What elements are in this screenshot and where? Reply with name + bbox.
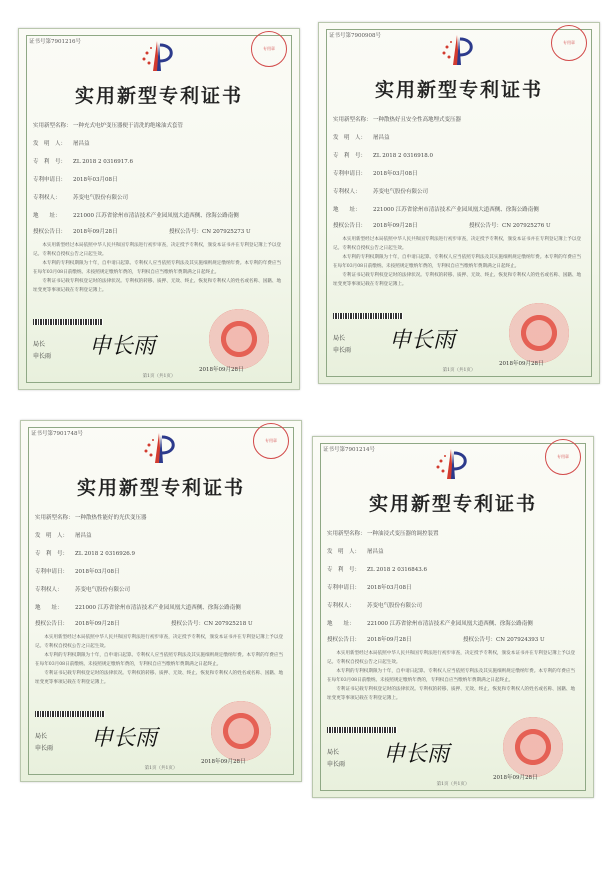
field-value: ZL 2018 2 0316918.0 (373, 153, 433, 159)
field-value: CN 207925276 U (502, 223, 551, 229)
field-label: 专利权人： (327, 603, 355, 609)
field-label: 专 利 号： (35, 551, 69, 557)
paragraph: 本实用新型经过本局依照中华人民共和国专利法进行初步审查，决定授予专利权，颁发本证书并在专利登记簿上予以登记。专利权自授权公告之日起生效。 (333, 237, 582, 251)
field-filing-date (333, 169, 418, 177)
stamp-seal-icon: 专用章 (251, 31, 287, 67)
page-footer: 第1页（共1页） (436, 782, 470, 787)
field-value: 2018年03月08日 (373, 171, 418, 177)
barcode (35, 711, 105, 717)
page-footer: 第1页（共1页） (442, 368, 476, 373)
field-label: 专 利 号： (327, 567, 361, 573)
field-owner (333, 187, 428, 195)
field-label: 专利申请日： (327, 585, 361, 591)
certificate-number: 证书号第7901216号 (29, 39, 81, 45)
field-value: 屠昌益 (373, 135, 390, 141)
certificate-title: 实用新型专利证书 (374, 79, 543, 101)
paragraph: 本实用新型经过本局依照中华人民共和国专利法进行初步审查，决定授予专利权，颁发本证书并在专利登记簿上予以登记。专利权自授权公告之日起生效。 (33, 243, 282, 257)
paragraph: 本专利的专利权期限为十年，自申请日起算。专利权人应当依照专利法及其实施细则规定缴纳年费。本专利的年费应当在每年03月08日前缴纳。未按照规定缴纳年费的，专利权自应当缴纳年费期满之日起终止。 (35, 653, 284, 667)
stamp-seal-icon: 专用章 (253, 423, 289, 459)
field-label: 地 址： (333, 207, 361, 213)
field-label: 地 址： (327, 621, 355, 627)
field-value: 屠昌益 (75, 533, 92, 539)
field-value: 221000 江苏省徐州市清洁技术产业园凤凰大道西侧、徐海公路南侧 (73, 213, 239, 219)
barcode (327, 727, 397, 733)
field-label: 实用新型名称： (327, 531, 366, 537)
field-grant-date (35, 619, 120, 627)
official-seal-icon (509, 303, 569, 363)
director-signature: 申长雨 (89, 334, 156, 359)
certificate-number: 证书号第7901214号 (323, 447, 375, 453)
field-label: 实用新型名称： (333, 117, 372, 123)
seal-date: 2018年09月28日 (199, 367, 244, 373)
field-label: 实用新型名称： (33, 123, 72, 129)
director-title: 局长 (35, 733, 48, 740)
field-inventor (333, 133, 390, 141)
seal-date: 2018年09月28日 (499, 361, 544, 367)
field-label: 发 明 人： (333, 135, 367, 141)
field-filing-date (33, 175, 118, 183)
field-name (333, 115, 461, 123)
field-value: 2018年09月28日 (75, 621, 120, 627)
field-label: 授权公告号： (171, 621, 205, 627)
certificate-body (333, 235, 585, 289)
certificate-title: 实用新型专利证书 (368, 493, 537, 515)
field-grant-no (463, 635, 545, 643)
director-signature: 申长雨 (383, 742, 450, 767)
certificate-number: 证书号第7900908号 (329, 33, 381, 39)
patent-certificate (318, 22, 600, 384)
field-value: ZL 2018 2 0316926.9 (75, 551, 135, 557)
director-label (327, 747, 345, 771)
paragraph: 专利证书记载专利权登记时的法律状况。专利权的转移、质押、无效、终止、恢复和专利权人的姓名或名称、国籍、地址变更等事项记载在专利登记簿上。 (333, 273, 582, 287)
paragraph: 本专利的专利权期限为十年，自申请日起算。专利权人应当依照专利法及其实施细则规定缴纳年费。本专利的年费应当在每年03月08日前缴纳。未按照规定缴纳年费的，专利权自应当缴纳年费期满之日起终止。 (327, 669, 576, 683)
director-signature: 申长雨 (91, 726, 158, 751)
field-value: 一种油浸式变压器的调控装置 (367, 531, 439, 537)
field-label: 专利申请日： (33, 177, 67, 183)
field-value: 苏变电气股份有限公司 (373, 189, 429, 195)
certificate-body (33, 241, 285, 295)
certificate-number: 证书号第7901748号 (31, 431, 83, 437)
paragraph: 专利证书记载专利权登记时的法律状况。专利权的转移、质押、无效、终止、恢复和专利权人的姓名或名称、国籍、地址变更等事项记载在专利登记簿上。 (33, 279, 282, 293)
field-label: 发 明 人： (33, 141, 67, 147)
patent-office-logo-icon (437, 33, 477, 67)
field-value: 屠昌益 (73, 141, 90, 147)
certificate-body (327, 649, 579, 703)
field-grant-no (171, 619, 253, 627)
field-label: 地 址： (33, 213, 61, 219)
patent-certificate (18, 28, 300, 390)
director-label (33, 339, 51, 363)
paragraph: 本专利的专利权期限为十年，自申请日起算。专利权人应当依照专利法及其实施细则规定缴纳年费。本专利的年费应当在每年03月08日前缴纳。未按照规定缴纳年费的，专利权自应当缴纳年费期满之日起终止。 (33, 261, 282, 275)
field-value: CN 207925273 U (202, 229, 251, 235)
field-name (327, 529, 439, 537)
director-label (333, 333, 351, 357)
field-label: 授权公告日： (333, 223, 367, 229)
director-title: 局长 (333, 335, 346, 342)
patent-office-logo-icon (431, 447, 471, 481)
field-label: 专利权人： (333, 189, 361, 195)
field-value: 221000 江苏省徐州市清洁技术产业园凤凰大道西侧、徐海公路南侧 (75, 605, 241, 611)
field-value: 2018年09月28日 (367, 637, 412, 643)
field-label: 授权公告日： (35, 621, 69, 627)
official-seal-icon (209, 309, 269, 369)
field-inventor (35, 531, 92, 539)
field-value: 2018年09月28日 (373, 223, 418, 229)
field-value: 一种散热性能好的光伏变压器 (75, 515, 147, 521)
paragraph: 专利证书记载专利权登记时的法律状况。专利权的转移、质押、无效、终止、恢复和专利权人的姓名或名称、国籍、地址变更等事项记载在专利登记簿上。 (35, 671, 284, 685)
field-owner (35, 585, 130, 593)
stamp-seal-icon: 专用章 (545, 439, 581, 475)
barcode (33, 319, 103, 325)
field-inventor (327, 547, 384, 555)
field-value: CN 207925218 U (204, 621, 253, 627)
field-grant-date (327, 635, 412, 643)
field-grant-date (333, 221, 418, 229)
field-label: 授权公告日： (327, 637, 361, 643)
field-label: 专利权人： (33, 195, 61, 201)
field-address (33, 211, 239, 219)
field-owner (33, 193, 128, 201)
field-patent-no (33, 157, 133, 165)
director-title: 局长 (327, 749, 340, 756)
field-label: 专利申请日： (333, 171, 367, 177)
field-value: 2018年03月08日 (367, 585, 412, 591)
field-value: 苏变电气股份有限公司 (75, 587, 131, 593)
certificate-title: 实用新型专利证书 (74, 85, 243, 107)
seal-date: 2018年09月28日 (493, 775, 538, 781)
director-name: 申长雨 (35, 745, 54, 752)
certificate-title: 实用新型专利证书 (76, 477, 245, 499)
field-patent-no (35, 549, 135, 557)
director-name: 申长雨 (33, 353, 52, 360)
official-seal-icon (211, 701, 271, 761)
paragraph: 专利证书记载专利权登记时的法律状况。专利权的转移、质押、无效、终止、恢复和专利权人的姓名或名称、国籍、地址变更等事项记载在专利登记簿上。 (327, 687, 576, 701)
field-address (35, 603, 241, 611)
patent-certificate (20, 420, 302, 782)
field-grant-date (33, 227, 118, 235)
field-filing-date (327, 583, 412, 591)
field-label: 实用新型名称： (35, 515, 74, 521)
official-seal-icon (503, 717, 563, 777)
field-label: 授权公告号： (469, 223, 503, 229)
director-label (35, 731, 53, 755)
field-label: 专 利 号： (33, 159, 67, 165)
field-value: 苏变电气股份有限公司 (73, 195, 129, 201)
page-footer: 第1页（共1页） (144, 766, 178, 771)
certificate-body (35, 633, 287, 687)
field-patent-no (327, 565, 427, 573)
patent-certificate (312, 436, 594, 798)
field-value: 221000 江苏省徐州市清洁技术产业园凤凰大道西侧、徐海公路南侧 (367, 621, 533, 627)
field-label: 发 明 人： (327, 549, 361, 555)
field-value: CN 207924393 U (496, 637, 545, 643)
field-patent-no (333, 151, 433, 159)
director-name: 申长雨 (333, 347, 352, 354)
field-filing-date (35, 567, 120, 575)
patent-office-logo-icon (137, 39, 177, 73)
field-value: 2018年03月08日 (75, 569, 120, 575)
field-label: 授权公告号： (463, 637, 497, 643)
field-value: ZL 2018 2 0316843.6 (367, 567, 427, 573)
field-value: 屠昌益 (367, 549, 384, 555)
paragraph: 本实用新型经过本局依照中华人民共和国专利法进行初步审查，决定授予专利权，颁发本证书并在专利登记簿上予以登记。专利权自授权公告之日起生效。 (35, 635, 284, 649)
field-address (333, 205, 539, 213)
field-inventor (33, 139, 90, 147)
field-value: 221000 江苏省徐州市清洁技术产业园凤凰大道西侧、徐海公路南侧 (373, 207, 539, 213)
paragraph: 本专利的专利权期限为十年，自申请日起算。专利权人应当依照专利法及其实施细则规定缴纳年费。本专利的年费应当在每年03月08日前缴纳。未按照规定缴纳年费的，专利权自应当缴纳年费期满之日起终止。 (333, 255, 582, 269)
page-footer: 第1页（共1页） (142, 374, 176, 379)
field-name (33, 121, 183, 129)
field-value: 苏变电气股份有限公司 (367, 603, 423, 609)
patent-office-logo-icon (139, 431, 179, 465)
director-name: 申长雨 (327, 761, 346, 768)
field-value: 一种散热好且安全性高地埋式变压器 (373, 117, 462, 123)
field-label: 专 利 号： (333, 153, 367, 159)
director-title: 局长 (33, 341, 46, 348)
field-label: 地 址： (35, 605, 63, 611)
seal-date: 2018年09月28日 (201, 759, 246, 765)
barcode (333, 313, 403, 319)
field-value: ZL 2018 2 0316917.6 (73, 159, 133, 165)
field-label: 专利权人： (35, 587, 63, 593)
field-label: 授权公告日： (33, 229, 67, 235)
field-label: 授权公告号： (169, 229, 203, 235)
field-address (327, 619, 533, 627)
field-owner (327, 601, 422, 609)
field-grant-no (469, 221, 551, 229)
field-grant-no (169, 227, 251, 235)
field-value: 2018年09月28日 (73, 229, 118, 235)
field-name (35, 513, 147, 521)
field-label: 专利申请日： (35, 569, 69, 575)
field-value: 2018年03月08日 (73, 177, 118, 183)
stamp-seal-icon: 专用章 (551, 25, 587, 61)
director-signature: 申长雨 (389, 328, 456, 353)
field-value: 一种充式电炉变压器便于清洗的绝缘油式套管 (73, 123, 184, 129)
paragraph: 本实用新型经过本局依照中华人民共和国专利法进行初步审查，决定授予专利权，颁发本证书并在专利登记簿上予以登记。专利权自授权公告之日起生效。 (327, 651, 576, 665)
field-label: 发 明 人： (35, 533, 69, 539)
